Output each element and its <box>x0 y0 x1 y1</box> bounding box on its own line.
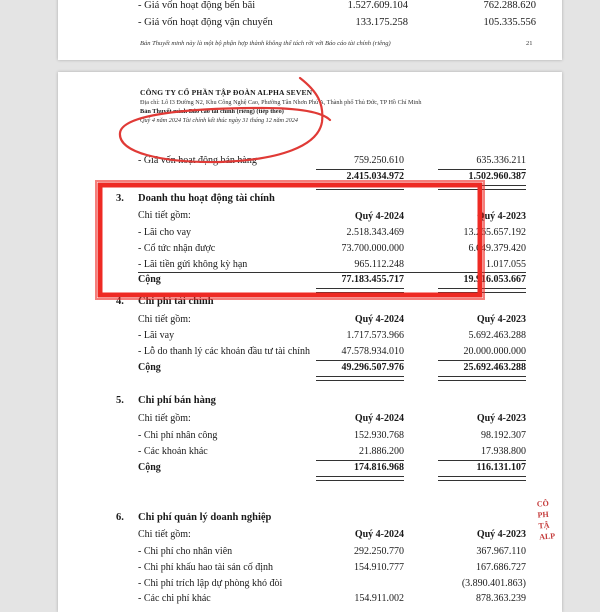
row-label: - Chi phí khấu hao tài sản cố định <box>138 562 273 573</box>
carryover-total-2023: 1.502.960.387 <box>468 171 526 182</box>
section-number: 5. <box>116 395 124 406</box>
row-label: - Lỗ do thanh lý các khoản đầu tư tài chính <box>138 346 311 357</box>
row-value-2023: 5.692.463.288 <box>468 330 526 341</box>
row-label: - Chi phí cho nhân viên <box>138 546 233 557</box>
section-number: 6. <box>116 512 124 523</box>
column-header-2023: Quý 4-2023 <box>476 529 526 540</box>
row-label: - Các khoản khác <box>138 446 208 457</box>
section-title: Doanh thu hoạt động tài chính <box>138 193 275 204</box>
total-2023: 19.916.053.667 <box>463 274 526 285</box>
previous-page <box>58 0 562 60</box>
column-header-2024: Quý 4-2024 <box>354 314 404 325</box>
row-value-2024: 73.700.000.000 <box>341 243 404 254</box>
row-label: - Cổ tức nhận được <box>138 243 216 254</box>
carryover-label: - Giá vốn hoạt động bán hàng <box>138 155 257 166</box>
column-header-2024: Quý 4-2024 <box>354 413 404 424</box>
total-label: Cộng <box>138 274 161 285</box>
company-name: CÔNG TY CỔ PHẦN TẬP ĐOÀN ALPHA SEVEN <box>140 88 313 97</box>
prev-row-value: 105.335.556 <box>483 17 536 28</box>
total-2024: 77.183.455.717 <box>341 274 404 285</box>
row-value-2024: 292.250.770 <box>354 546 404 557</box>
row-value-2023: 878.363.239 <box>476 593 526 604</box>
row-label: - Các chi phí khác <box>138 593 211 604</box>
current-page <box>58 72 562 612</box>
column-header-2023: Quý 4-2023 <box>476 413 526 424</box>
row-label: - Chi phí nhân công <box>138 430 218 441</box>
section-number: 4. <box>116 296 124 307</box>
total-label: Cộng <box>138 462 161 473</box>
detail-label: Chi tiết gồm: <box>138 529 191 540</box>
prev-row-value: 762.288.620 <box>483 0 536 11</box>
section-title: Chi phí tài chính <box>138 296 214 307</box>
row-value-2023: 1.017.055 <box>486 259 526 270</box>
row-label: - Lãi cho vay <box>138 227 192 238</box>
section-title: Chi phí quản lý doanh nghiệp <box>138 512 272 523</box>
carryover-total-2024: 2.415.034.972 <box>346 171 404 182</box>
page-footnote: Bản Thuyết minh này là một bộ phận hợp thành không thể tách rời với Báo cáo tài chính (riêng) <box>140 40 391 47</box>
row-value-2024: 154.911.002 <box>354 593 404 604</box>
prev-row-value: 133.175.258 <box>355 17 408 28</box>
row-value-2023: 13.265.657.192 <box>463 227 526 238</box>
row-value-2023: 20.000.000.000 <box>463 346 526 357</box>
row-value-2023: 98.192.307 <box>481 430 526 441</box>
company-address: Địa chỉ: Lô I3 Đường N2, Khu Công Nghệ Cao, Phường Tân Nhơn Phú A, Thành phố Thủ Đức, TP Hồ Chí Minh <box>140 99 422 106</box>
detail-label: Chi tiết gồm: <box>138 210 191 221</box>
total-2024: 174.816.968 <box>354 462 404 473</box>
total-label: Cộng <box>138 362 161 373</box>
page-number: 21 <box>526 40 533 47</box>
row-value-2024: 965.112.248 <box>354 259 404 270</box>
row-value-2023: 367.967.110 <box>476 546 526 557</box>
row-label: - Lãi tiền gửi không kỳ hạn <box>138 259 248 270</box>
total-2023: 25.692.463.288 <box>463 362 526 373</box>
company-stamp-fragment: CÔ PH TẬ ALP <box>536 498 556 542</box>
total-2024: 49.296.507.976 <box>341 362 404 373</box>
prev-row-label: - Giá vốn hoạt động vận chuyển <box>138 17 273 28</box>
document-title: Bản Thuyết minh Báo cáo tài chính (riêng) (tiếp theo) <box>140 108 284 115</box>
detail-label: Chi tiết gồm: <box>138 314 191 325</box>
section-number: 3. <box>116 193 124 204</box>
row-value-2024: 154.910.777 <box>354 562 404 573</box>
total-2023: 116.131.107 <box>476 462 526 473</box>
row-value-2024: 1.717.573.966 <box>346 330 404 341</box>
row-value-2023: (3.890.401.863) <box>461 578 526 589</box>
row-value-2024: 47.578.934.010 <box>341 346 404 357</box>
column-header-2023: Quý 4-2023 <box>476 211 526 222</box>
column-header-2024: Quý 4-2024 <box>354 529 404 540</box>
row-label: - Lãi vay <box>138 330 175 341</box>
column-header-2023: Quý 4-2023 <box>476 314 526 325</box>
row-value-2024: 2.518.343.469 <box>346 227 404 238</box>
row-value-2023: 6.649.379.420 <box>468 243 526 254</box>
row-value-2023: 17.938.800 <box>481 446 526 457</box>
carryover-value-2023: 635.336.211 <box>476 155 526 166</box>
section-title: Chi phí bán hàng <box>138 395 216 406</box>
row-label: - Chi phí trích lập dự phòng khó đòi <box>138 578 283 589</box>
row-value-2024: 152.930.768 <box>354 430 404 441</box>
row-value-2024: 21.886.200 <box>359 446 404 457</box>
carryover-value-2024: 759.250.610 <box>354 155 404 166</box>
detail-label: Chi tiết gồm: <box>138 413 191 424</box>
prev-row-label: - Giá vốn hoạt động bến bãi <box>138 0 256 11</box>
prev-row-value: 1.527.609.104 <box>347 0 408 11</box>
column-header-2024: Quý 4-2024 <box>354 211 404 222</box>
row-value-2023: 167.686.727 <box>476 562 526 573</box>
report-period: Quý 4 năm 2024 Tài chính kết thúc ngày 31 tháng 12 năm 2024 <box>140 117 298 124</box>
